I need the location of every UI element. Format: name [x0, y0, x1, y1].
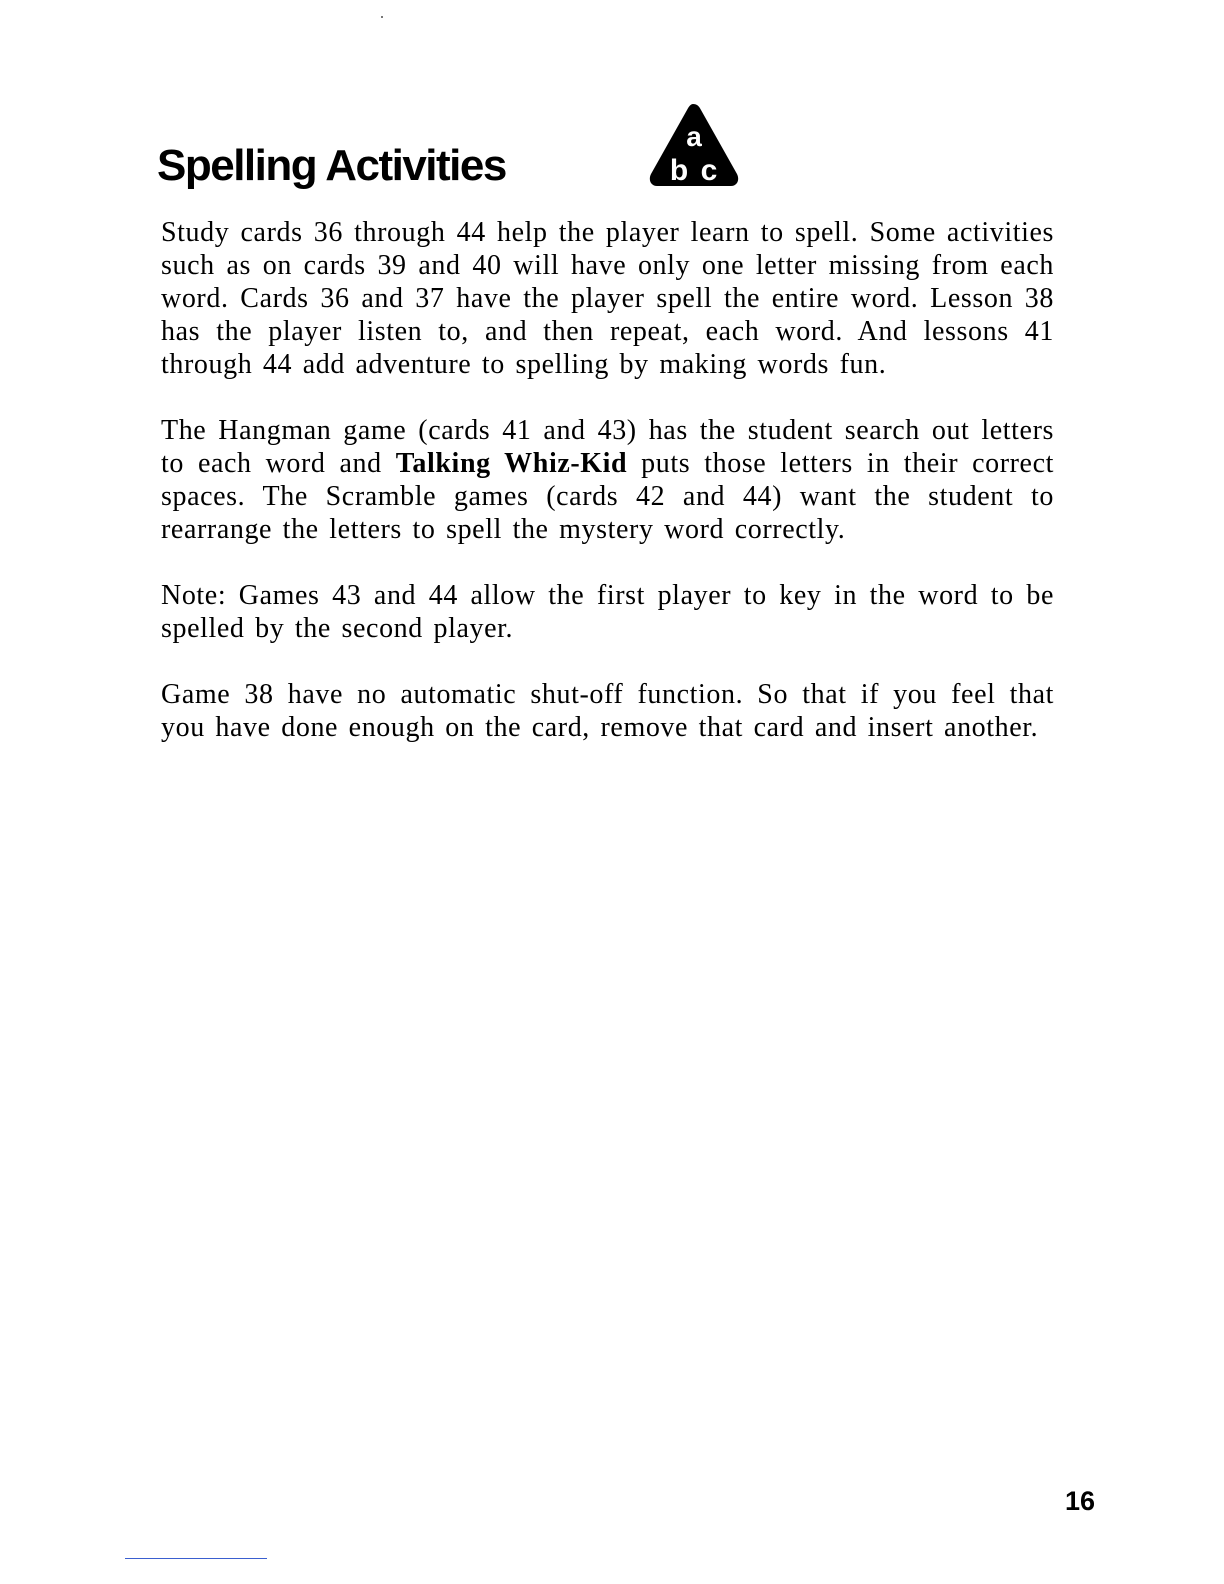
title-row — [157, 100, 1057, 200]
paragraph-hangman-before: The Hangman game (cards 41 and 43) has the student search out letters to each word and — [161, 415, 1054, 479]
product-name: Talking Whiz-Kid — [395, 448, 628, 479]
paragraph-hangman — [161, 414, 1054, 546]
paragraph-note: Note: Games 43 and 44 allow the first player to key in the word to be spelled by the second player. — [161, 580, 1054, 644]
paragraph-study-cards: Study cards 36 through 44 help the player learn to spell. Some activities such as on cards 39 and 40 will have only one letter missing from each word. Cards 36 and 37 have the player spell the entire word. Lesson 38 has the player listen to, and then repeat, each word. And lessons 41 through 44 add adventure to spelling by making words fun. — [161, 217, 1054, 380]
abc-letter-a: a — [686, 121, 702, 152]
footer-rule — [125, 1558, 267, 1559]
paragraph-hangman-after: puts those letters in their correct spaces. The Scramble games (cards 42 and 44) want the student to rearrange the letters to spell the mystery word correctly. — [161, 448, 1054, 545]
paragraph-shutoff: Game 38 have no automatic shut-off function. So that if you feel that you have done enough on the card, remove that card and insert another. — [161, 679, 1054, 743]
page-title: Spelling Activities — [157, 141, 506, 190]
scan-speck — [381, 16, 383, 18]
page-number: 16 — [1064, 1486, 1095, 1516]
abc-triangle-icon — [647, 100, 743, 190]
abc-letter-c: c — [700, 154, 718, 187]
abc-letter-b: b — [669, 154, 689, 187]
body-text — [161, 216, 1054, 777]
